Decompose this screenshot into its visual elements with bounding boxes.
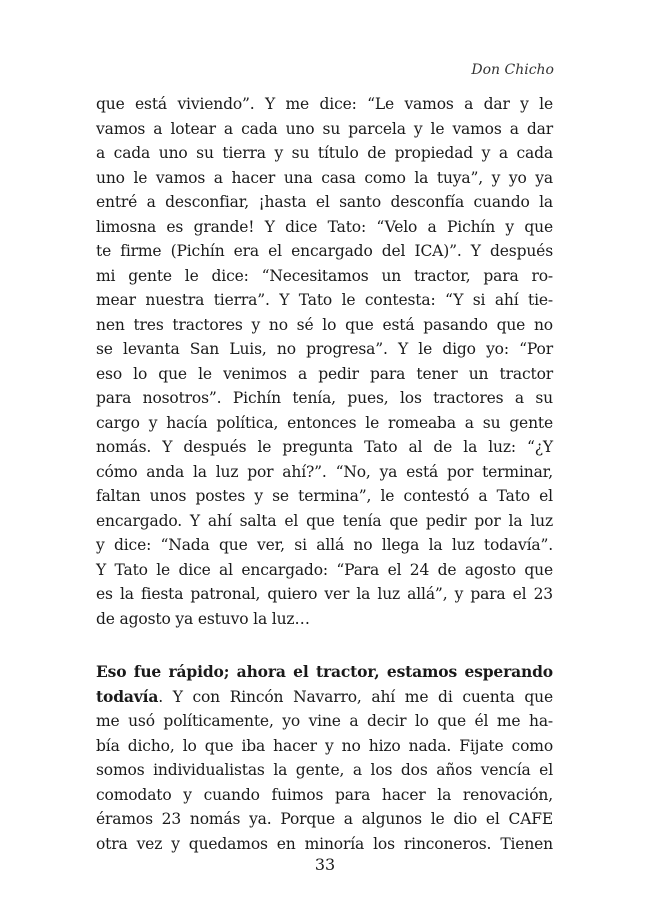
paragraph-1-line: Y Tato le dice al encargado: “Para el 24 de agosto que <box>96 560 553 579</box>
lead-line-rest: . Y con Rincón Navarro, ahí me di cuenta que <box>158 687 553 706</box>
paragraph-1 <box>96 92 553 631</box>
paragraph-1-line: te firme (Pichín era el encargado del ICA)”. Y después <box>96 242 553 260</box>
paragraph-2-line: éramos 23 nomás ya. Porque a algunos le dio el CAFE <box>96 810 553 828</box>
paragraph-2-line <box>96 685 553 710</box>
paragraph-2-line: comodato y cuando fuimos para hacer la renovación, <box>96 785 553 804</box>
page-number: 33 <box>314 855 336 874</box>
paragraph-1-line: mear nuestra tierra”. Y Tato le contesta: “Y si ahí tie- <box>96 291 553 309</box>
paragraph-1-line: cargo y hacía política, entonces le romeaba a su gente <box>96 413 553 432</box>
paragraph-1-line: nomás. Y después le pregunta Tato al de la luz: “¿Y <box>96 438 553 456</box>
paragraph-1-line: mi gente le dice: “Necesitamos un tractor, para ro- <box>96 266 553 285</box>
paragraph-1-line: vamos a lotear a cada uno su parcela y le vamos a dar <box>96 119 553 138</box>
paragraph-1-line: a cada uno su tierra y su título de propiedad y a cada <box>96 144 553 162</box>
paragraph-2-line: me usó políticamente, yo vine a decir lo que él me ha- <box>96 712 553 730</box>
paragraph-1-line: limosna es grande! Y dice Tato: “Velo a Pichín y que <box>96 217 553 236</box>
paragraph-1-line: es la fiesta patronal, quiero ver la luz allá”, y para el 23 <box>96 585 553 603</box>
paragraph-2-line: somos individualistas la gente, a los dos años vencía el <box>96 761 553 779</box>
paragraph-2 <box>96 660 553 856</box>
paragraph-gap <box>96 631 553 660</box>
running-header: Don Chicho <box>471 62 554 78</box>
paragraph-2-line: otra vez y quedamos en minoría los rinconeros. Tienen <box>96 834 553 853</box>
paragraph-1-line: se levanta San Luis, no progresa”. Y le digo yo: “Por <box>96 340 553 358</box>
paragraph-1-line: uno le vamos a hacer una casa como la tuya”, y yo ya <box>96 168 553 187</box>
paragraph-1-line: faltan unos postes y se termina”, le contestó a Tato el <box>96 487 553 505</box>
page-body <box>96 92 553 856</box>
bold-lead-text: todavía <box>96 686 159 706</box>
paragraph-2-bold-line: Eso fue rápido; ahora el tractor, estamos esperando <box>96 662 553 681</box>
paragraph-1-line: de agosto ya estuvo la luz… <box>96 609 310 628</box>
paragraph-1-line: y dice: “Nada que ver, si allá no llega la luz todavía”. <box>96 536 553 554</box>
paragraph-2-line: bía dicho, lo que iba hacer y no hizo nada. Fijate como <box>96 736 553 755</box>
paragraph-1-line: encargado. Y ahí salta el que tenía que pedir por la luz <box>96 511 553 530</box>
paragraph-1-line: entré a desconfiar, ¡hasta el santo desconfía cuando la <box>96 193 553 211</box>
paragraph-1-line: para nosotros”. Pichín tenía, pues, los tractores a su <box>96 389 553 407</box>
paragraph-1-line: eso lo que le venimos a pedir para tener un tractor <box>96 364 553 383</box>
paragraph-1-line: cómo anda la luz por ahí?”. “No, ya está por terminar, <box>96 462 553 481</box>
paragraph-1-line: nen tres tractores y no sé lo que está pasando que no <box>96 315 553 334</box>
paragraph-1-line: que está viviendo”. Y me dice: “Le vamos a dar y le <box>96 95 553 113</box>
